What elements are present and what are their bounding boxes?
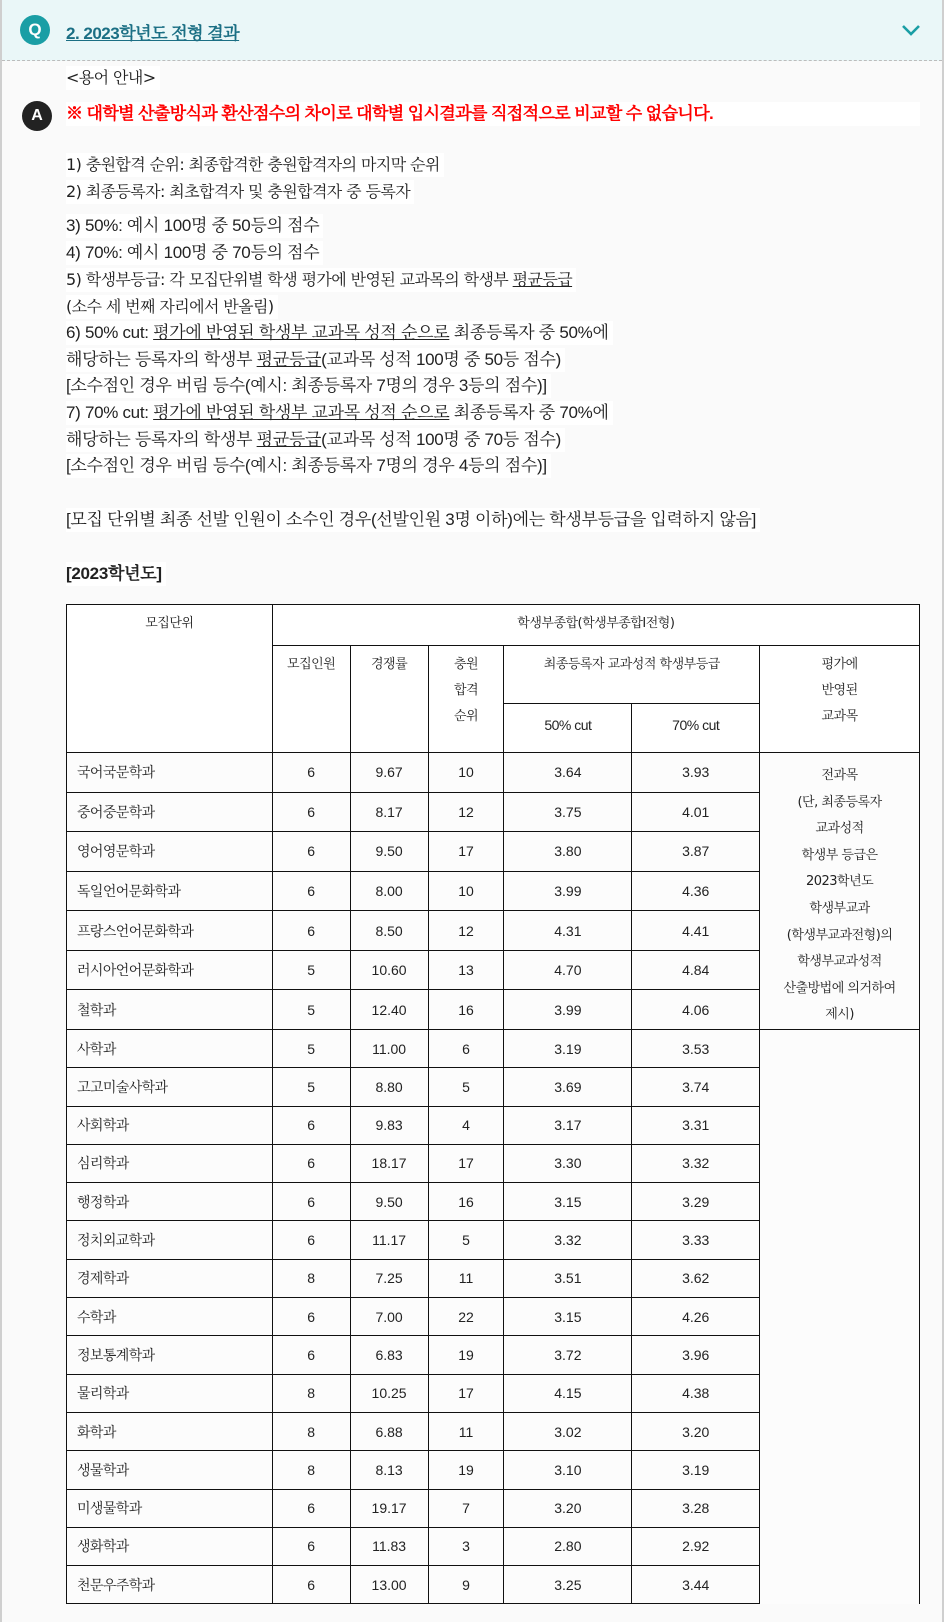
cell-quota: 6	[272, 792, 350, 832]
cell-cut70: 3.32	[632, 1144, 760, 1182]
cell-waitlist: 6	[428, 1029, 504, 1067]
cell-ratio: 11.00	[350, 1029, 428, 1067]
cell-cut50: 4.31	[504, 911, 632, 951]
cell-waitlist: 10	[428, 753, 504, 793]
cell-cut50: 2.80	[504, 1527, 632, 1565]
cell-cut70: 4.36	[632, 871, 760, 911]
cell-cut50: 3.80	[504, 832, 632, 872]
cell-cut50: 3.17	[504, 1106, 632, 1144]
table-body	[67, 753, 920, 1604]
question-header[interactable]	[2, 0, 942, 61]
cell-waitlist: 4	[428, 1106, 504, 1144]
cell-unit: 생화학과	[67, 1527, 273, 1565]
header-waitlist: 충원 합격 순위	[428, 646, 504, 753]
cell-ratio: 9.67	[350, 753, 428, 793]
cell-unit: 물리학과	[67, 1374, 273, 1412]
cell-cut70: 3.28	[632, 1489, 760, 1527]
cell-quota: 6	[272, 1336, 350, 1374]
header-cut50: 50% cut	[504, 704, 632, 753]
cell-waitlist: 10	[428, 871, 504, 911]
table-row	[67, 753, 920, 793]
cell-cut50: 3.15	[504, 1183, 632, 1221]
term-3: 3) 50%: 예시 100명 중 50등의 점수	[66, 214, 323, 238]
cell-waitlist: 12	[428, 911, 504, 951]
cell-cut50: 3.25	[504, 1566, 632, 1604]
cell-quota: 5	[272, 990, 350, 1030]
cell-quota: 5	[272, 1068, 350, 1106]
cell-waitlist: 11	[428, 1412, 504, 1450]
cell-ratio: 10.60	[350, 950, 428, 990]
cell-cut70: 3.53	[632, 1029, 760, 1067]
cell-unit: 독일언어문화학과	[67, 871, 273, 911]
cell-ratio: 18.17	[350, 1144, 428, 1182]
cell-ratio: 9.50	[350, 1183, 428, 1221]
cell-ratio: 7.00	[350, 1298, 428, 1336]
term-6: 6) 50% cut: 평가에 반영된 학생부 교과목 성적 순으로 최종등록자 중 50%에	[66, 321, 613, 345]
cell-cut50: 3.99	[504, 871, 632, 911]
cell-ratio: 19.17	[350, 1489, 428, 1527]
cell-quota: 8	[272, 1374, 350, 1412]
cell-waitlist: 17	[428, 1374, 504, 1412]
warning-text: ※ 대학별 산출방식과 환산점수의 차이로 대학별 입시결과를 직접적으로 비교할 수 없습니다.	[66, 102, 920, 126]
cell-unit: 천문우주학과	[67, 1566, 273, 1604]
cell-unit: 사학과	[67, 1029, 273, 1067]
cell-cut70: 4.38	[632, 1374, 760, 1412]
cell-cut70: 4.06	[632, 990, 760, 1030]
term-5: 5) 학생부등급: 각 모집단위별 학생 평가에 반영된 교과목의 학생부 평균등급	[66, 268, 576, 292]
cell-cut50: 3.72	[504, 1336, 632, 1374]
cell-unit: 사회학과	[67, 1106, 273, 1144]
cell-quota: 8	[272, 1451, 350, 1489]
cell-unit: 경제학과	[67, 1259, 273, 1297]
cell-waitlist: 3	[428, 1527, 504, 1565]
cell-waitlist: 11	[428, 1259, 504, 1297]
cell-unit: 영어영문학과	[67, 832, 273, 872]
cell-cut50: 4.15	[504, 1374, 632, 1412]
cell-quota: 8	[272, 1259, 350, 1297]
cell-cut50: 3.15	[504, 1298, 632, 1336]
term-6-line3: [소수점인 경우 버림 등수(예시: 최종등록자 7명의 경우 3등의 점수)]	[66, 374, 551, 398]
cell-unit: 러시아언어문화학과	[67, 950, 273, 990]
header-unit: 모집단위	[67, 605, 273, 753]
cell-cut70: 3.29	[632, 1183, 760, 1221]
term-7: 7) 70% cut: 평가에 반영된 학생부 교과목 성적 순으로 최종등록자 중 70%에	[66, 401, 613, 425]
selection-note: [모집 단위별 최종 선발 인원이 소수인 경우(선발인원 3명 이하)에는 학생부등급을 입력하지 않음]	[66, 508, 760, 532]
cell-waitlist: 13	[428, 950, 504, 990]
cell-cut70: 3.62	[632, 1259, 760, 1297]
cell-unit: 프랑스언어문화학과	[67, 911, 273, 951]
cell-quota: 6	[272, 1566, 350, 1604]
cell-cut70: 4.84	[632, 950, 760, 990]
cell-quota: 6	[272, 832, 350, 872]
cell-unit: 행정학과	[67, 1183, 273, 1221]
cell-cut50: 3.51	[504, 1259, 632, 1297]
cell-waitlist: 5	[428, 1221, 504, 1259]
question-badge: Q	[20, 15, 50, 45]
cell-quota: 5	[272, 1029, 350, 1067]
cell-cut50: 3.75	[504, 792, 632, 832]
cell-quota: 6	[272, 1144, 350, 1182]
cell-cut70: 3.74	[632, 1068, 760, 1106]
cell-cut50: 3.69	[504, 1068, 632, 1106]
cell-cut50: 3.99	[504, 990, 632, 1030]
cell-cut50: 3.19	[504, 1029, 632, 1067]
answer-badge: A	[22, 101, 52, 131]
cell-cut50: 3.30	[504, 1144, 632, 1182]
subjects-note: 전과목 (단, 최종등록자 교과성적 학생부 등급은 2023학년도 학생부교과 (학생부교과전형)의 학생부교과성적 산출방법에 의거하여 제시)	[760, 753, 920, 1030]
header-group: 학생부종합(학생부종합I전형)	[272, 605, 919, 646]
cell-quota: 6	[272, 1527, 350, 1565]
term-2: 2) 최종등록자: 최초합격자 및 충원합격자 중 등록자	[66, 180, 414, 204]
term-6-line2: 해당하는 등록자의 학생부 평균등급(교과목 성적 100명 중 50등 점수)	[66, 348, 565, 372]
cell-cut50: 3.20	[504, 1489, 632, 1527]
cell-unit: 화학과	[67, 1412, 273, 1450]
chevron-down-icon[interactable]	[900, 20, 922, 40]
cell-cut70: 4.26	[632, 1298, 760, 1336]
cell-ratio: 11.83	[350, 1527, 428, 1565]
cell-unit: 중어중문학과	[67, 792, 273, 832]
cell-cut70: 3.87	[632, 832, 760, 872]
cell-ratio: 9.50	[350, 832, 428, 872]
cell-ratio: 8.80	[350, 1068, 428, 1106]
cell-quota: 6	[272, 1183, 350, 1221]
header-grade-group: 최종등록자 교과성적 학생부등급	[504, 646, 760, 704]
cell-unit: 미생물학과	[67, 1489, 273, 1527]
cell-unit: 수학과	[67, 1298, 273, 1336]
cell-waitlist: 19	[428, 1451, 504, 1489]
cell-ratio: 8.17	[350, 792, 428, 832]
cell-cut70: 2.92	[632, 1527, 760, 1565]
cell-waitlist: 7	[428, 1489, 504, 1527]
cell-unit: 정보통계학과	[67, 1336, 273, 1374]
cell-waitlist: 22	[428, 1298, 504, 1336]
cell-waitlist: 9	[428, 1566, 504, 1604]
term-1: 1) 충원합격 순위: 최종합격한 충원합격자의 마지막 순위	[66, 153, 444, 177]
cell-cut50: 3.02	[504, 1412, 632, 1450]
cell-cut70: 3.19	[632, 1451, 760, 1489]
cell-quota: 6	[272, 911, 350, 951]
cell-unit: 국어국문학과	[67, 753, 273, 793]
cell-cut70: 3.31	[632, 1106, 760, 1144]
underline-average-grade: 평균등급	[512, 270, 573, 289]
cell-unit: 철학과	[67, 990, 273, 1030]
subjects-note-continued	[760, 1029, 920, 1603]
cell-ratio: 8.13	[350, 1451, 428, 1489]
cell-ratio: 7.25	[350, 1259, 428, 1297]
cell-cut70: 3.33	[632, 1221, 760, 1259]
cell-waitlist: 19	[428, 1336, 504, 1374]
term-7-line3: [소수점인 경우 버림 등수(예시: 최종등록자 7명의 경우 4등의 점수)]	[66, 454, 551, 478]
cell-ratio: 13.00	[350, 1566, 428, 1604]
term-5-line2: (소수 세 번째 자리에서 반올림)	[66, 295, 278, 319]
cell-waitlist: 12	[428, 792, 504, 832]
header-cut70: 70% cut	[632, 704, 760, 753]
cell-quota: 6	[272, 753, 350, 793]
cell-cut70: 4.41	[632, 911, 760, 951]
cell-unit: 정치외교학과	[67, 1221, 273, 1259]
cell-cut70: 3.93	[632, 753, 760, 793]
cell-cut70: 3.44	[632, 1566, 760, 1604]
terms-heading: <용어 안내>	[66, 66, 160, 90]
cell-quota: 6	[272, 1489, 350, 1527]
year-title: [2023학년도]	[66, 562, 166, 586]
results-table	[66, 604, 920, 1604]
table-row	[67, 1029, 920, 1067]
cell-waitlist: 17	[428, 832, 504, 872]
header-ratio: 경쟁률	[350, 646, 428, 753]
cell-waitlist: 16	[428, 990, 504, 1030]
cell-cut70: 3.96	[632, 1336, 760, 1374]
cell-cut50: 3.32	[504, 1221, 632, 1259]
cell-ratio: 10.25	[350, 1374, 428, 1412]
cell-quota: 6	[272, 1106, 350, 1144]
cell-quota: 6	[272, 871, 350, 911]
cell-unit: 고고미술사학과	[67, 1068, 273, 1106]
cell-cut50: 4.70	[504, 950, 632, 990]
cell-waitlist: 5	[428, 1068, 504, 1106]
cell-waitlist: 16	[428, 1183, 504, 1221]
cell-ratio: 8.00	[350, 871, 428, 911]
header-quota: 모집인원	[272, 646, 350, 753]
cell-unit: 생물학과	[67, 1451, 273, 1489]
cell-cut70: 3.20	[632, 1412, 760, 1450]
cell-ratio: 11.17	[350, 1221, 428, 1259]
cell-unit: 심리학과	[67, 1144, 273, 1182]
cell-cut70: 4.01	[632, 792, 760, 832]
question-title-link[interactable]: 2. 2023학년도 전형 결과	[66, 24, 240, 43]
term-4: 4) 70%: 예시 100명 중 70등의 점수	[66, 241, 323, 265]
cell-quota: 8	[272, 1412, 350, 1450]
cell-ratio: 9.83	[350, 1106, 428, 1144]
cell-cut50: 3.64	[504, 753, 632, 793]
cell-quota: 6	[272, 1221, 350, 1259]
cell-waitlist: 17	[428, 1144, 504, 1182]
cell-ratio: 12.40	[350, 990, 428, 1030]
cell-ratio: 6.88	[350, 1412, 428, 1450]
cell-ratio: 6.83	[350, 1336, 428, 1374]
term-7-line2: 해당하는 등록자의 학생부 평균등급(교과목 성적 100명 중 70등 점수)	[66, 428, 565, 452]
cell-cut50: 3.10	[504, 1451, 632, 1489]
header-subjects: 평가에 반영된 교과목	[760, 646, 920, 753]
cell-quota: 6	[272, 1298, 350, 1336]
cell-ratio: 8.50	[350, 911, 428, 951]
cell-quota: 5	[272, 950, 350, 990]
